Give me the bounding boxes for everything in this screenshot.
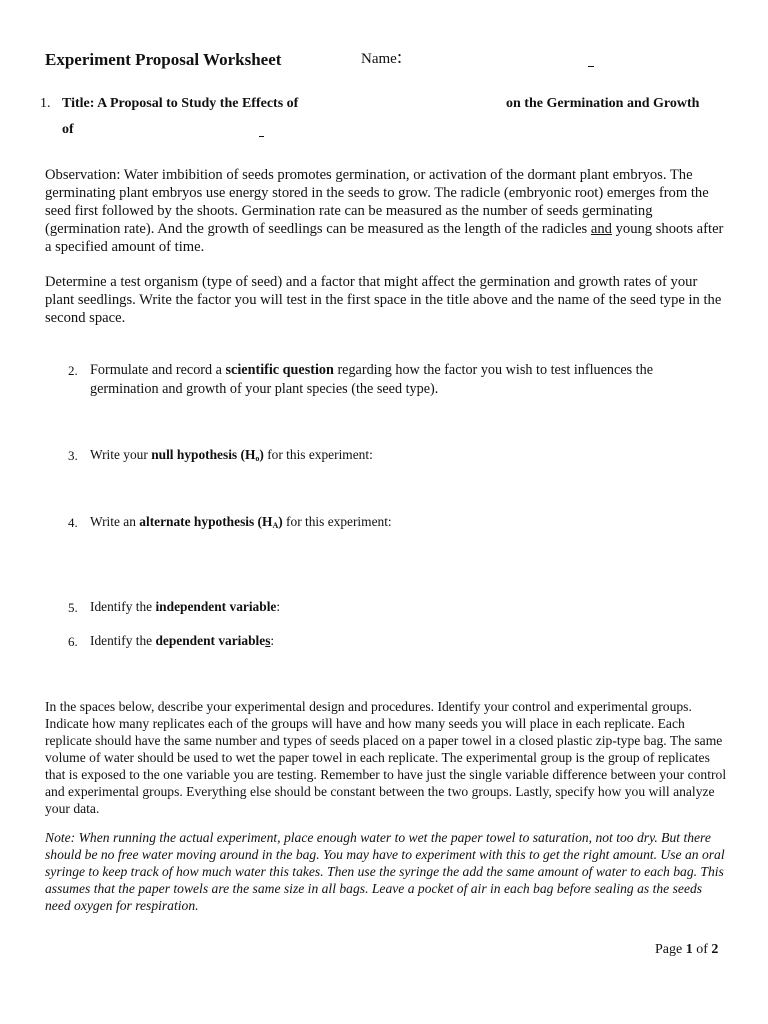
q4-pre: Write an [90,514,140,529]
q4-sub: A [272,521,279,530]
observation-paragraph [45,166,725,256]
q3-number: 3. [68,448,78,463]
worksheet-title: Experiment Proposal Worksheet [45,50,282,69]
note-paragraph: Note: When running the actual experiment, place enough water to wet the paper towel to saturation, not too dry. But there should be no free water moving around in the bag. You may have to experiment with this to get the right amount. Use an oral syringe to keep track of how much water this takes. Then use the syringe the add the same amount of water to each bag. This assumes that the paper towels are the same size in all bags. Leave a pocket of air in each bag before sealing as the seeds need oxygen for respiration. [45,830,725,913]
q5-bold: independent variable [155,599,277,614]
q4-bold-close: ) [278,514,283,529]
q5-number: 5. [68,600,78,615]
q6-bold: dependent variable [155,633,266,648]
q2-pre: Formulate and record a [90,362,226,378]
observation-text-after: young shoots after a specified amount of time. [45,221,724,255]
q6-post: : [270,633,275,648]
observation-underlined-word: and [590,221,612,237]
q1-number: 1. [40,96,51,111]
design-instructions: In the spaces below, describe your experimental design and procedures. Identify your control and experimental groups. Indicate how many replicates each of the groups will have and how many seeds you will place in each replicate. Each replicate should have the same number and types of seeds placed on a paper towel in a closed plastic zip-type bag. The same volume of water should be used to wet the paper towel in each replicate. The experimental group is the group of replicates that is exposed to the one variable you are testing. Remember to have just the single variable difference between your control and experimental groups. Everything else should be constant between the two groups. Lastly, specify how you will analyze your data. [45,699,727,816]
of-label: of [692,942,712,957]
page-number [655,942,718,958]
name-label [361,47,403,68]
q5-text [90,599,280,615]
page-total: 2 [711,942,719,957]
q3-post: for this experiment: [263,447,373,462]
q2-number: 2. [68,363,78,378]
name-colon: : [396,47,403,68]
observation-text-before: Observation: Water imbibition of seeds promotes germination, or activation of the dormant plant embryos. The germinating plant embryos use energy stored in the seeds to grow. The radicle (embryonic root) emerges from the seed first followed by the shoots. Germination rate can be measured as the number of seeds germinating (germination rate). And the growth of seedlings can be measured as the length of the radicles [45,167,709,237]
q3-sub: o [255,454,260,463]
name-label-text: Name [361,51,397,67]
q3-bold: null hypothesis (H [151,447,256,462]
q6-text [90,633,274,649]
q4-post: for this experiment: [282,514,392,529]
q3-pre: Write your [90,447,152,462]
q4-number: 4. [68,515,78,530]
q5-pre: Identify the [90,599,156,614]
q3-text [90,447,373,463]
q6-bold-underlined: s [265,633,271,648]
q2-text [90,361,710,399]
determine-paragraph: Determine a test organism (type of seed) and a factor that might affect the germination and growth rates of your plant seedlings. Write the factor you will test in the first space in the title above and the name of the seed type in the second space. [45,274,722,326]
q6-pre: Identify the [90,633,156,648]
seed-blank-mark [259,129,264,137]
q1-title-part-b: on the Germination and Growth [506,96,700,111]
q3-bold-close: ) [259,447,264,462]
q4-bold: alternate hypothesis (H [139,514,273,529]
page-label: Page [655,942,686,957]
q1-title-part-c: of [62,122,74,137]
q6-number: 6. [68,634,78,649]
q2-bold: scientific question [225,362,334,378]
q1-title-part-a: Title: A Proposal to Study the Effects of [62,96,299,111]
q5-post: : [276,599,281,614]
page-current: 1 [685,942,693,957]
name-blank-mark [588,60,594,67]
q2-post: regarding how the factor you wish to test influences the germination and growth of your plant species (the seed type). [90,362,654,397]
q4-text [90,514,392,530]
